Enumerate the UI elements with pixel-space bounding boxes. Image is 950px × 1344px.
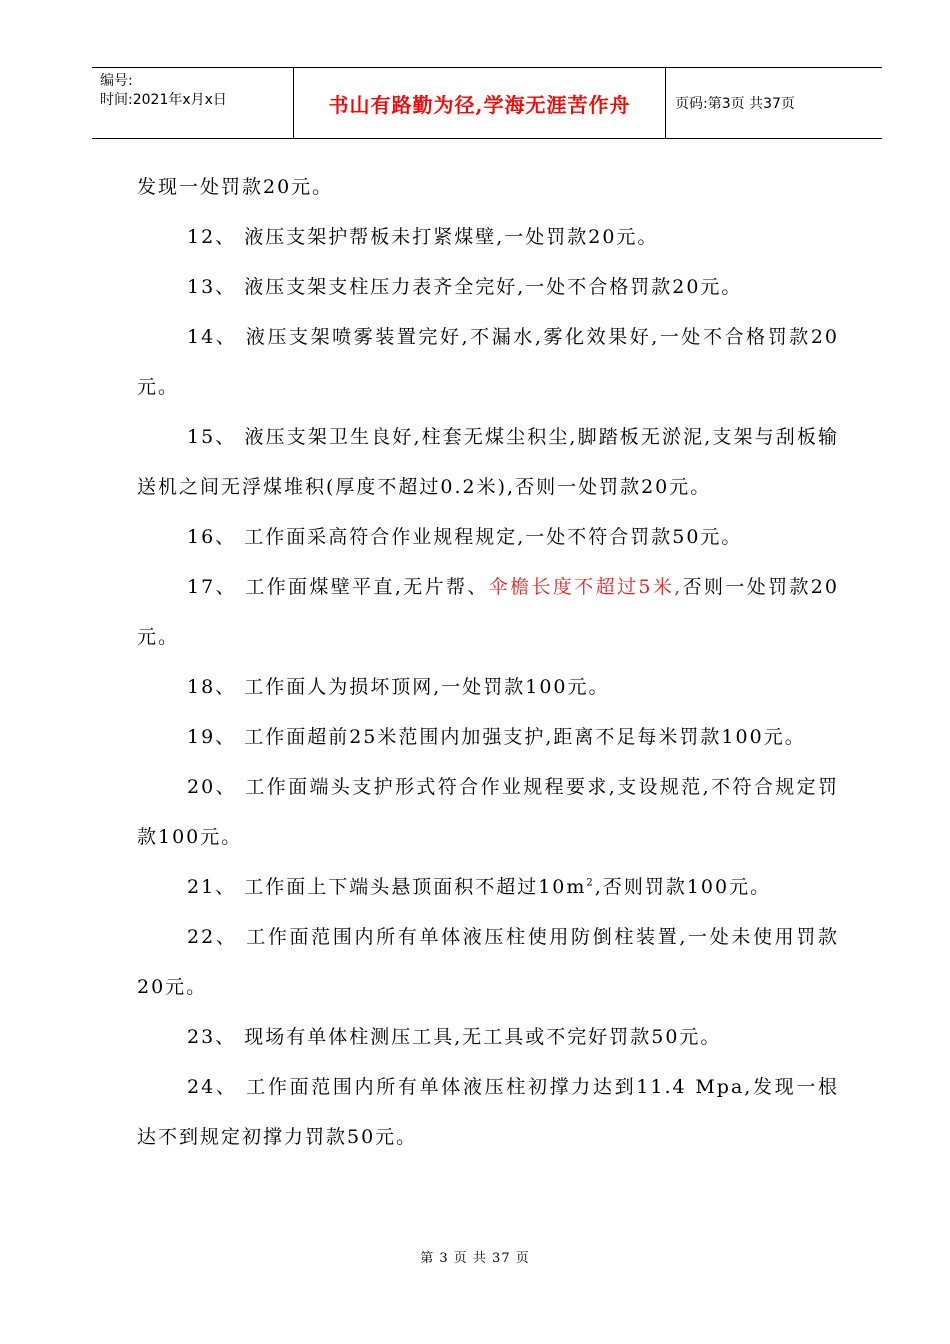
item-21-text-end: ,否则罚款100元。: [594, 876, 772, 898]
paragraph-item-24: 24、 工作面范围内所有单体液压柱初撑力达到11.4 Mpa,发现一根达不到规定初撑力罚款50元。: [137, 1076, 839, 1148]
number-label: 编号:: [100, 73, 133, 89]
paragraph-item-20: 20、 工作面端头支护形式符合作业规程要求,支设规范,不符合规定罚款100元。: [137, 776, 839, 848]
paragraph-item-15: 15、 液压支架卫生良好,柱套无煤尘积尘,脚踏板无淤泥,支架与刮板输送机之间无浮煤堆积(厚度不超过0.2米),否则一处罚款20元。: [137, 426, 839, 498]
paragraph-item-19: 19、 工作面超前25米范围内加强支护,距离不足每米罚款100元。: [187, 726, 806, 748]
item-21-text-start: 21、 工作面上下端头悬顶面积不超过10m: [187, 876, 587, 898]
paragraph-item-18: 18、 工作面人为损坏顶网,一处罚款100元。: [187, 676, 610, 698]
item-17-highlight: 伞檐长度不超过5米,: [488, 576, 683, 598]
paragraph-item-17: [137, 562, 839, 662]
page-header: [92, 67, 882, 139]
paragraph-item-16: 16、 工作面采高符合作业规程规定,一处不符合罚款50元。: [187, 526, 743, 548]
item-17-text-end: 否则一处罚款20元。: [137, 576, 839, 648]
paragraph-item-13: 13、 液压支架支柱压力表齐全完好,一处不合格罚款20元。: [187, 276, 743, 298]
item-17-text-start: 17、 工作面煤壁平直,无片帮、: [187, 576, 489, 598]
time-label: 时间:2021年x月x日: [100, 92, 227, 108]
paragraph-item-22: 22、 工作面范围内所有单体液压柱使用防倒柱装置,一处未使用罚款20元。: [137, 926, 839, 998]
paragraph-item-23: 23、 现场有单体柱测压工具,无工具或不完好罚款50元。: [187, 1026, 722, 1048]
header-meta: [92, 68, 294, 138]
header-page-info: 页码:第3页 共37页: [675, 96, 795, 112]
paragraph-item-12: 12、 液压支架护帮板未打紧煤壁,一处罚款20元。: [187, 226, 659, 248]
paragraph-continued: 发现一处罚款20元。: [137, 176, 334, 198]
document-body: [137, 162, 839, 1162]
page-footer: 第 3 页 共 37 页: [420, 1251, 530, 1266]
item-21-superscript: 2: [586, 877, 595, 889]
paragraph-item-21: [137, 862, 839, 912]
paragraph-item-14: 14、 液压支架喷雾装置完好,不漏水,雾化效果好,一处不合格罚款20元。: [137, 326, 839, 398]
header-motto: 书山有路勤为径,学海无涯苦作舟: [294, 68, 666, 138]
